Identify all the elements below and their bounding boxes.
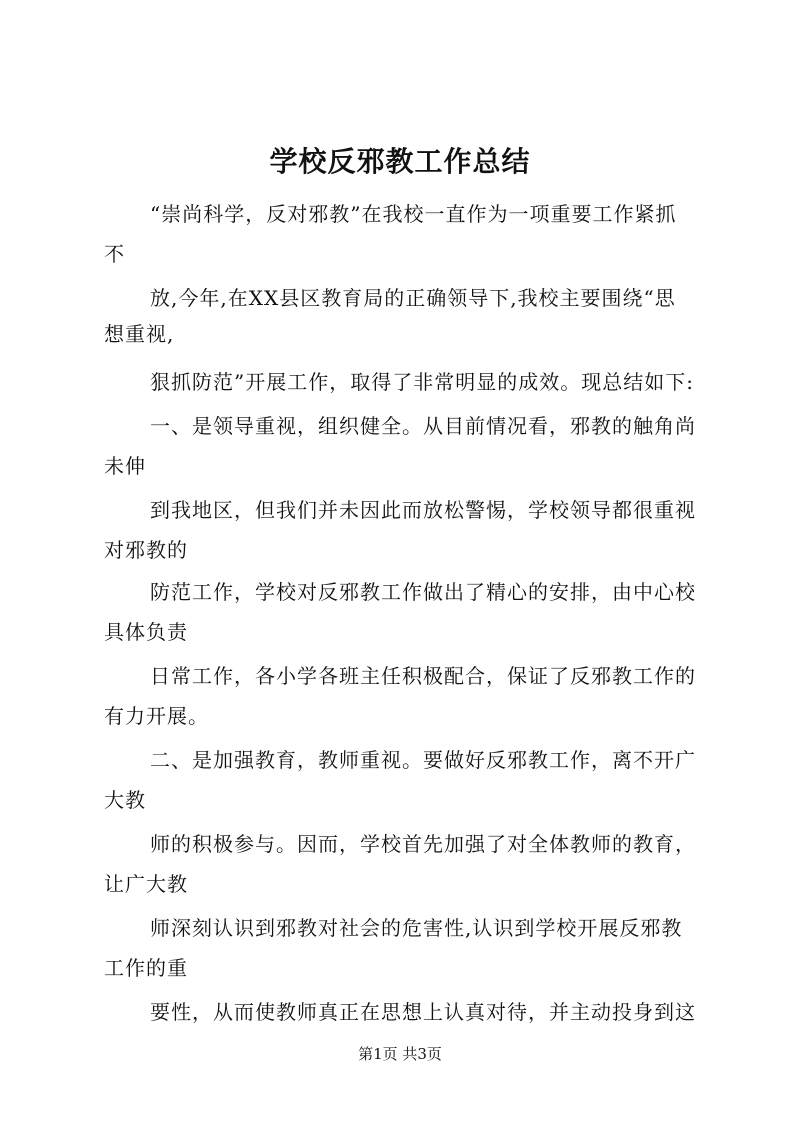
text-line: 二、是加强教育，教师重视。要做好反邪教工作，离不开广 <box>150 748 696 772</box>
text-line: 要性，从而使教师真正在思想上认真对待，并主动投身到这 <box>150 1000 696 1024</box>
text-line: 师深刻认识到邪教对社会的危害性,认识到学校开展反邪教 <box>150 916 683 940</box>
text-line: 具体负责 <box>104 620 188 644</box>
text-line: 日常工作，各小学各班主任积极配合，保证了反邪教工作的 <box>150 664 696 688</box>
text-line: 防范工作，学校对反邪教工作做出了精心的安排，由中心校 <box>150 580 696 604</box>
text-line: 一、是领导重视，组织健全。从目前情况看，邪教的触角尚 <box>150 414 696 438</box>
text-line: 想重视, <box>104 322 175 346</box>
text-line: 未伸 <box>104 454 146 478</box>
text-line: 不 <box>104 242 125 266</box>
text-line: 大教 <box>104 788 146 812</box>
text-line: 让广大教 <box>104 872 188 896</box>
text-line: 到我地区，但我们并未因此而放松警惕，学校领导都很重视 <box>150 498 696 522</box>
text-line: 师的积极参与。因而，学校首先加强了对全体教师的教育， <box>150 832 696 856</box>
page-footer: 第1页 共3页 <box>358 1045 442 1063</box>
text-line: 工作的重 <box>104 956 188 980</box>
text-line: “崇尚科学，反对邪教”在我校一直作为一项重要工作紧抓 <box>150 202 677 226</box>
document-title: 学校反邪教工作总结 <box>269 145 531 178</box>
text-line: 对邪教的 <box>104 538 188 562</box>
text-line: 放,今年,在XX县区教育局的正确领导下,我校主要围绕“思 <box>150 286 676 310</box>
text-line: 狠抓防范”开展工作，取得了非常明显的成效。现总结如下: <box>150 370 694 394</box>
text-line: 有力开展。 <box>104 704 209 728</box>
